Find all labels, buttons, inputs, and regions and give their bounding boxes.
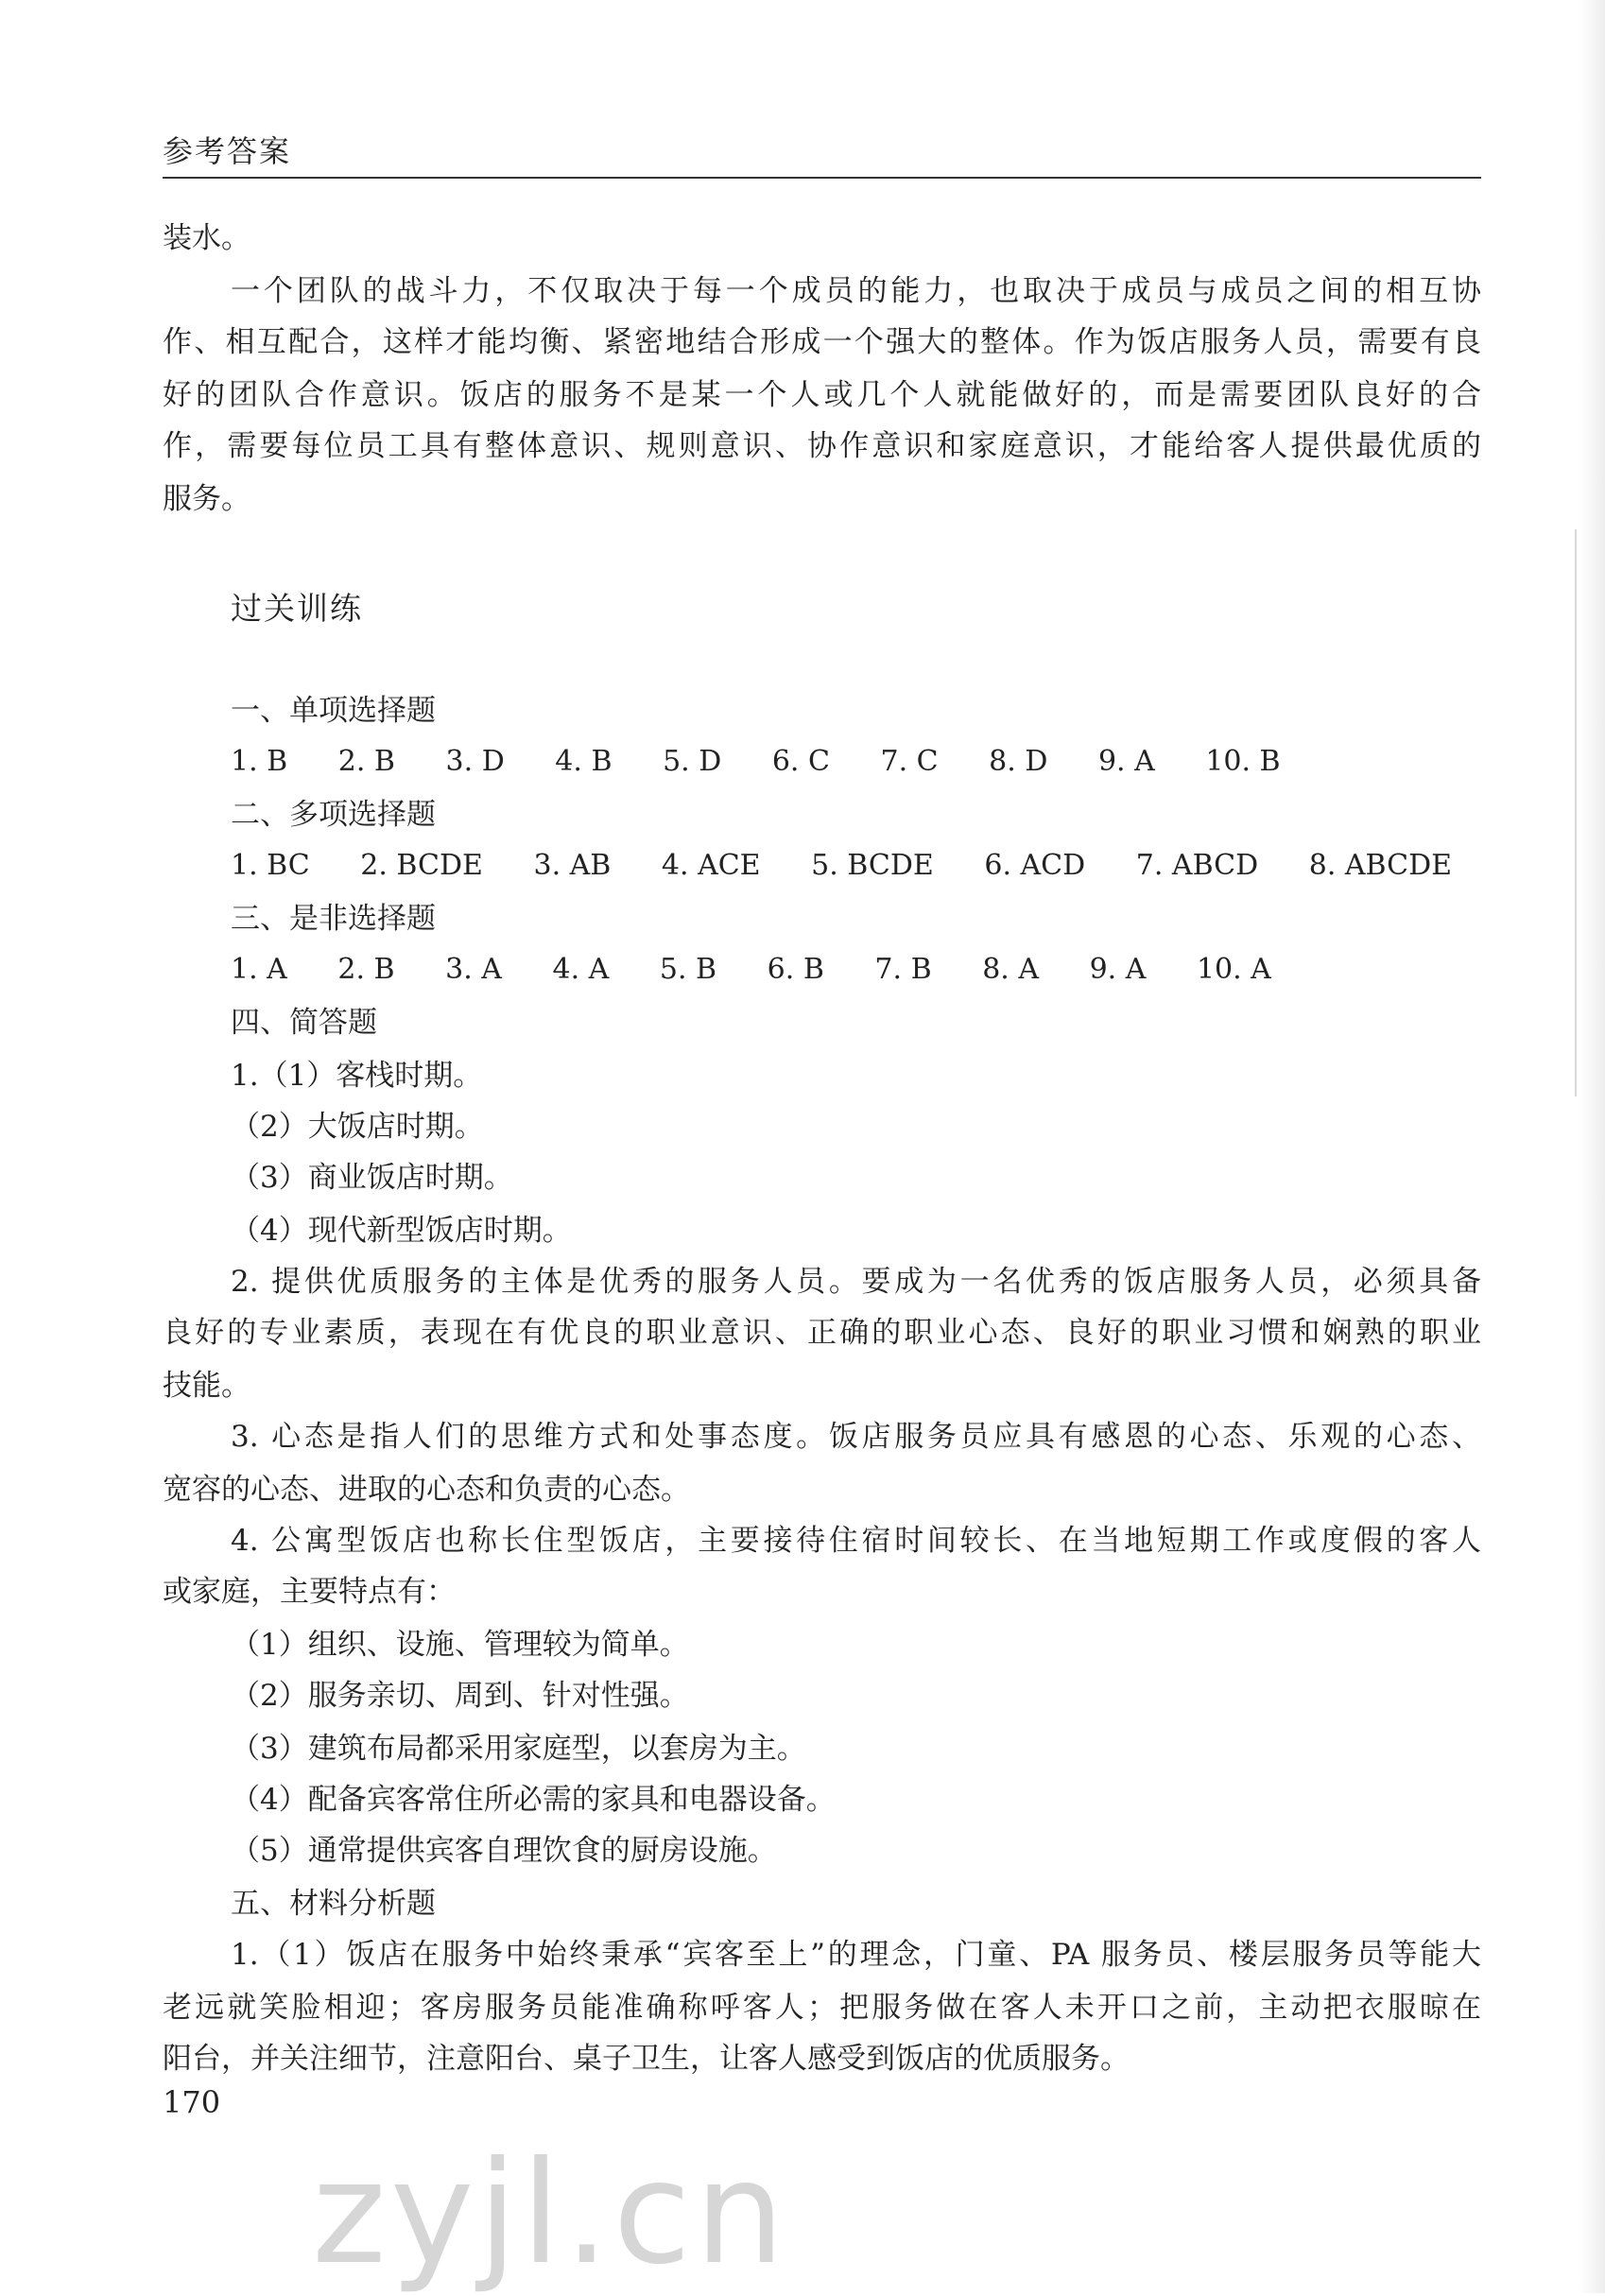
header-rule: [163, 177, 1481, 179]
intro-line-3: 好的团队合作意识。饭店的服务不是某一个人或几个人就能做好的，而是需要团队良好的合: [163, 378, 1481, 412]
part1-answer: 5. D: [663, 745, 722, 778]
part4-q4-item2: （2）服务亲切、周到、针对性强。: [231, 1679, 689, 1713]
part3-answer: 4. A: [552, 953, 610, 986]
part2-answer: 7. ABCD: [1135, 849, 1259, 882]
part2-heading: 二、多项选择题: [231, 798, 436, 832]
part4-q4-item3: （3）建筑布局都采用家庭型，以套房为主。: [231, 1732, 806, 1766]
part3-answer: 6. B: [767, 953, 824, 986]
part4-q2-line3: 技能。: [163, 1369, 250, 1403]
part5-q1-line1: 1.（1）饭店在服务中始终秉承“宾客至上”的理念，门童、PA 服务员、楼层服务员等能大: [231, 1938, 1481, 1972]
page-edge-line: [1575, 529, 1577, 1096]
part4-q4-item4: （4）配备宾客常住所必需的家具和电器设备。: [231, 1783, 836, 1817]
section-title: 过关训练: [231, 590, 363, 627]
part5-q1-line2: 老远就笑脸相迎；客房服务员能准确称呼客人；把服务做在客人未开口之前，主动把衣服晾在: [163, 1991, 1481, 2025]
intro-line-5: 服务。: [163, 482, 250, 516]
part3-answer: 8. A: [982, 953, 1040, 986]
page-number: 170: [163, 2084, 221, 2120]
part3-answer: 3. A: [445, 953, 502, 986]
part1-heading: 一、单项选择题: [231, 694, 436, 728]
intro-line-4: 作，需要每位员工具有整体意识、规则意识、协作意识和家庭意识，才能给客人提供最优质的: [163, 429, 1481, 463]
part4-q4-line1: 4. 公寓型饭店也称长住型饭店，主要接待住宿时间较长、在当地短期工作或度假的客人: [231, 1524, 1481, 1558]
part2-answer: 5. BCDE: [811, 849, 934, 882]
part2-answer: 4. ACE: [661, 849, 761, 882]
part3-heading: 三、是非选择题: [231, 902, 436, 936]
part3-answer: 5. B: [659, 953, 717, 986]
part2-answer: 8. ABCDE: [1308, 849, 1453, 882]
part1-answer: 9. A: [1097, 745, 1155, 778]
page-header-title: 参考答案: [163, 133, 292, 169]
part4-q2-line1: 2. 提供优质服务的主体是优秀的服务人员。要成为一名优秀的饭店服务人员，必须具备: [231, 1265, 1481, 1299]
part4-q3-line2: 宽容的心态、进取的心态和负责的心态。: [163, 1473, 690, 1507]
part2-answers: [231, 847, 1493, 885]
part1-answers: [231, 743, 1322, 781]
part4-q1-item3: （3）商业饭店时期。: [231, 1161, 513, 1195]
part4-q4-line2: 或家庭，主要特点有：: [163, 1575, 456, 1609]
part1-answer: 4. B: [555, 745, 613, 778]
part3-answer: 10. A: [1196, 953, 1271, 986]
part4-q2-line2: 良好的专业素质，表现在有优良的职业意识、正确的职业心态、良好的职业习惯和娴熟的职业: [163, 1316, 1481, 1350]
part4-heading: 四、简答题: [231, 1006, 377, 1040]
part2-answer: 1. BC: [231, 849, 310, 882]
intro-line-0: 装水。: [163, 221, 250, 255]
part2-answer: 2. BCDE: [360, 849, 483, 882]
part3-answer: 9. A: [1089, 953, 1147, 986]
part2-answer: 3. AB: [533, 849, 612, 882]
watermark: zyjl.cn: [312, 2132, 789, 2296]
part1-answer: 7. C: [880, 745, 939, 778]
part3-answer: 7. B: [874, 953, 932, 986]
part3-answer: 2. B: [337, 953, 395, 986]
part4-q4-item5: （5）通常提供宾客自理饮食的厨房设施。: [231, 1834, 777, 1868]
part1-answer: 3. D: [445, 745, 505, 778]
intro-line-1: 一个团队的战斗力，不仅取决于每一个成员的能力，也取决于成员与成员之间的相互协: [231, 274, 1481, 308]
part1-answer: 8. D: [989, 745, 1048, 778]
part3-answers: [231, 951, 1313, 989]
intro-line-2: 作、相互配合，这样才能均衡、紧密地结合形成一个强大的整体。作为饭店服务人员，需要有良: [163, 325, 1481, 359]
page-edge-shadow: [1579, 0, 1605, 2293]
part1-answer: 10. B: [1205, 745, 1281, 778]
part1-answer: 6. C: [771, 745, 830, 778]
part4-q3-line1: 3. 心态是指人们的思维方式和处事态度。饭店服务员应具有感恩的心态、乐观的心态、: [231, 1420, 1481, 1454]
part4-q1-item1: 1.（1）客栈时期。: [231, 1059, 483, 1093]
part4-q4-item1: （1）组织、设施、管理较为简单。: [231, 1628, 689, 1662]
part4-q1-item4: （4）现代新型饭店时期。: [231, 1214, 572, 1248]
part4-q1-item2: （2）大饭店时期。: [231, 1110, 484, 1144]
part1-answer: 2. B: [337, 745, 395, 778]
part1-answer: 1. B: [231, 745, 288, 778]
part5-q1-line3: 阳台，并关注细节，注意阳台、桌子卫生，让客人感受到饭店的优质服务。: [163, 2042, 1130, 2076]
part5-heading: 五、材料分析题: [231, 1887, 436, 1921]
part2-answer: 6. ACD: [984, 849, 1086, 882]
part3-answer: 1. A: [231, 953, 287, 986]
